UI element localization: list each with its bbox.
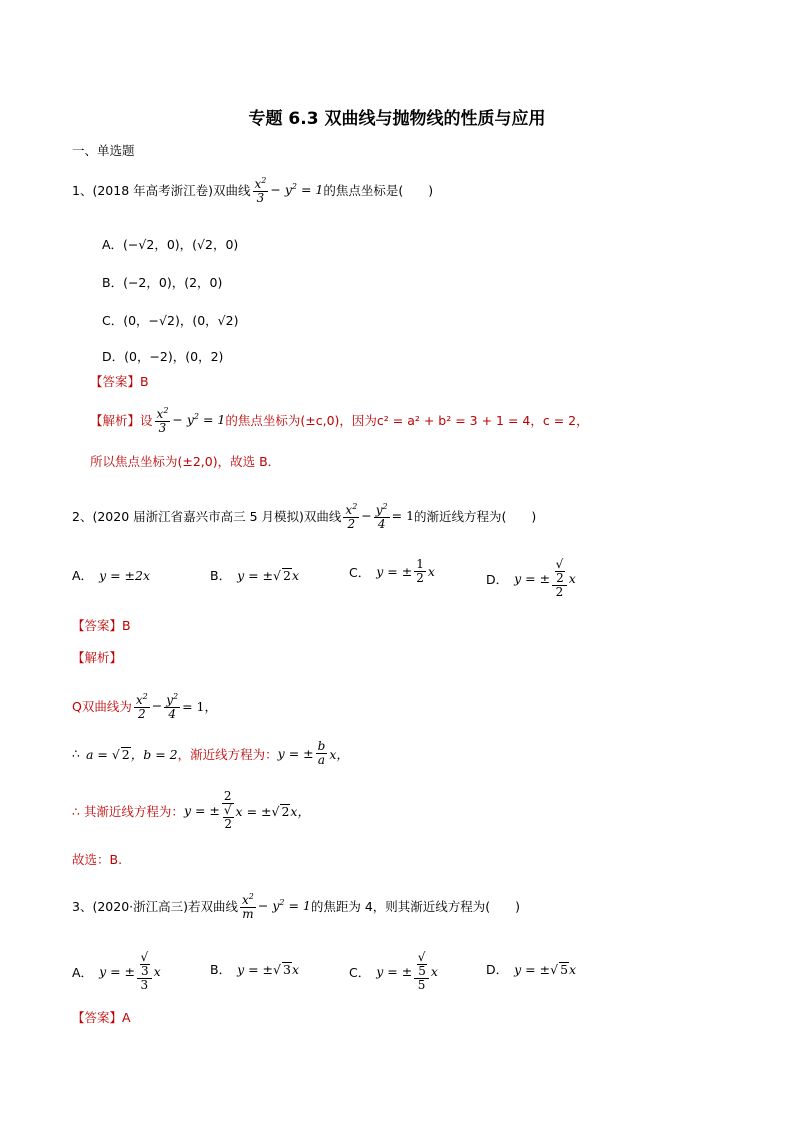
q2-option-d[interactable]: [486, 558, 576, 599]
q2-option-c-formula: y = ±: [376, 564, 413, 579]
q3-option-b[interactable]: [210, 960, 299, 978]
a-equals-sqrt2: a = √ 2，b = 2: [85, 746, 178, 762]
variable-x: x: [427, 564, 435, 579]
fraction-sqrt2-over-2: √ 2 2: [552, 558, 567, 599]
asymptote-formula: y = ±: [183, 803, 220, 818]
q2-option-b-formula: y = ±√ 2x: [237, 567, 300, 583]
q2-analysis-label: 【解析】: [72, 650, 123, 665]
q3-option-c[interactable]: [349, 951, 438, 992]
q2-option-b[interactable]: [210, 566, 299, 584]
q2-analysis-line1: [72, 690, 217, 721]
q2-option-a[interactable]: [72, 566, 150, 584]
q2-option-d-formula: y = ±: [514, 571, 551, 586]
fraction-y2-over-4: $\frac{y^2}{4}$: [166, 692, 179, 721]
q3-option-d-label: D．: [486, 962, 509, 977]
minus-sign: −: [151, 698, 163, 713]
q3-option-a-label: A．: [72, 964, 94, 980]
fraction-x2-over-3: $\frac{x^2}{3}$: [156, 406, 169, 435]
question-1: [72, 174, 433, 205]
question-3: [72, 890, 520, 921]
therefore-symbol: ∴: [72, 746, 80, 761]
question-3-prefix: 3、(2020·浙江高三)若双曲线: [72, 898, 238, 914]
fraction-1-over-2: $\frac{1}{2}$: [416, 557, 424, 585]
q3-option-d-formula: y = ±√ 5x: [514, 961, 577, 977]
q2-option-c-label: C．: [349, 564, 371, 580]
q2-analysis-line3: [72, 790, 310, 831]
q3-option-a[interactable]: [72, 951, 161, 992]
question-3-suffix: 的焦距为 4，则其渐近线方程为( ): [310, 898, 521, 914]
equals-one: = 1，: [182, 698, 217, 714]
variable-x: x，: [329, 746, 349, 762]
page-title: 专题 6.3 双曲线与抛物线的性质与应用: [248, 109, 546, 129]
question-2-suffix: 的渐近线方程为( ): [414, 508, 537, 524]
q3-answer: 【答案】A: [72, 1010, 131, 1025]
asymptote-result: x = ±√ 2x，: [235, 803, 310, 819]
asymptote-formula: y = ±: [277, 746, 314, 761]
fraction-sqrt5-over-5: √ 5 5: [414, 951, 429, 992]
fraction-x2-over-2: $\frac{x^2}{2}$: [135, 692, 148, 721]
q1-option-a[interactable]: A．(−√2，0)，(√2，0): [102, 237, 239, 252]
q2-conclusion: 故选：B.: [72, 852, 123, 867]
equation-term: − $y^2 = 1$: [270, 181, 324, 198]
q2-analysis-text-1: Q双曲线为: [72, 698, 132, 714]
q3-option-d[interactable]: [486, 960, 576, 978]
q1-analysis-text-a: 设: [140, 412, 153, 428]
q2-option-d-label: D．: [486, 571, 509, 587]
q2-answer: 【答案】B: [72, 618, 131, 633]
q3-option-a-formula: y = ±: [99, 964, 136, 979]
fraction-y2-over-4: $\frac{y^2}{4}$: [375, 502, 388, 531]
minus-sign: −: [361, 508, 372, 523]
equals-one: = 1: [391, 508, 415, 523]
q2-option-c[interactable]: [349, 558, 435, 585]
q2-analysis-line2: [72, 740, 349, 767]
q1-analysis-label: 【解析】: [90, 412, 141, 428]
fraction-x2-over-m: $\frac{x^2}{m}$: [242, 892, 254, 921]
q2-analysis-text-3: ∴ 其渐近线方程为：: [72, 803, 184, 819]
question-2-prefix: 2、(2020 届浙江省嘉兴市高三 5 月模拟)双曲线: [72, 508, 342, 524]
q2-option-b-label: B．: [210, 568, 232, 583]
variable-x: x: [430, 964, 438, 979]
q3-option-b-formula: y = ±√ 3x: [237, 961, 300, 977]
q2-option-a-formula: y = ±2x: [99, 567, 151, 583]
q1-analysis-line1: [90, 404, 589, 435]
variable-x: x: [153, 964, 161, 979]
fraction-sqrt3-over-3: √ 3 3: [137, 951, 152, 992]
question-1-prefix: 1、(2018 年高考浙江卷)双曲线: [72, 182, 251, 198]
q1-answer: 【答案】B: [90, 374, 149, 389]
equation-term: − $y^2 = 1$: [257, 897, 311, 914]
question-2: [72, 500, 536, 531]
q3-option-c-label: C．: [349, 964, 371, 980]
fraction-b-over-a: $\frac{b}{a}$: [317, 739, 326, 767]
q1-option-b[interactable]: B．(−2，0)，(2，0): [102, 275, 223, 290]
fraction-x2-over-3: $\frac{x^2}{3}$: [254, 176, 267, 205]
q3-option-b-label: B．: [210, 962, 232, 977]
fraction-2-over-sqrt2: 2 √ 2: [223, 789, 233, 831]
equation-term: − $y^2 = 1$: [172, 411, 226, 428]
variable-x: x: [568, 571, 576, 586]
q1-analysis-line2: 所以焦点坐标为(±2,0)，故选 B．: [90, 454, 281, 469]
q2-analysis-text-2: ，渐近线方程为：: [177, 746, 278, 762]
q1-analysis-text-b: 的焦点坐标为(±c,0)，因为c² = a² + b² = 3 + 1 = 4，c = 2，: [225, 412, 589, 428]
q1-option-c[interactable]: C．(0，−√2)，(0，√2): [102, 313, 239, 328]
section-heading: 一、单选题: [72, 143, 135, 158]
fraction-x2-over-2: $\frac{x^2}{2}$: [345, 502, 358, 531]
question-1-suffix: 的焦点坐标是( ): [323, 182, 434, 198]
q1-option-d[interactable]: D．(0，−2)，(0，2): [102, 349, 224, 364]
q3-option-c-formula: y = ±: [376, 964, 413, 979]
q2-option-a-label: A．: [72, 568, 94, 583]
